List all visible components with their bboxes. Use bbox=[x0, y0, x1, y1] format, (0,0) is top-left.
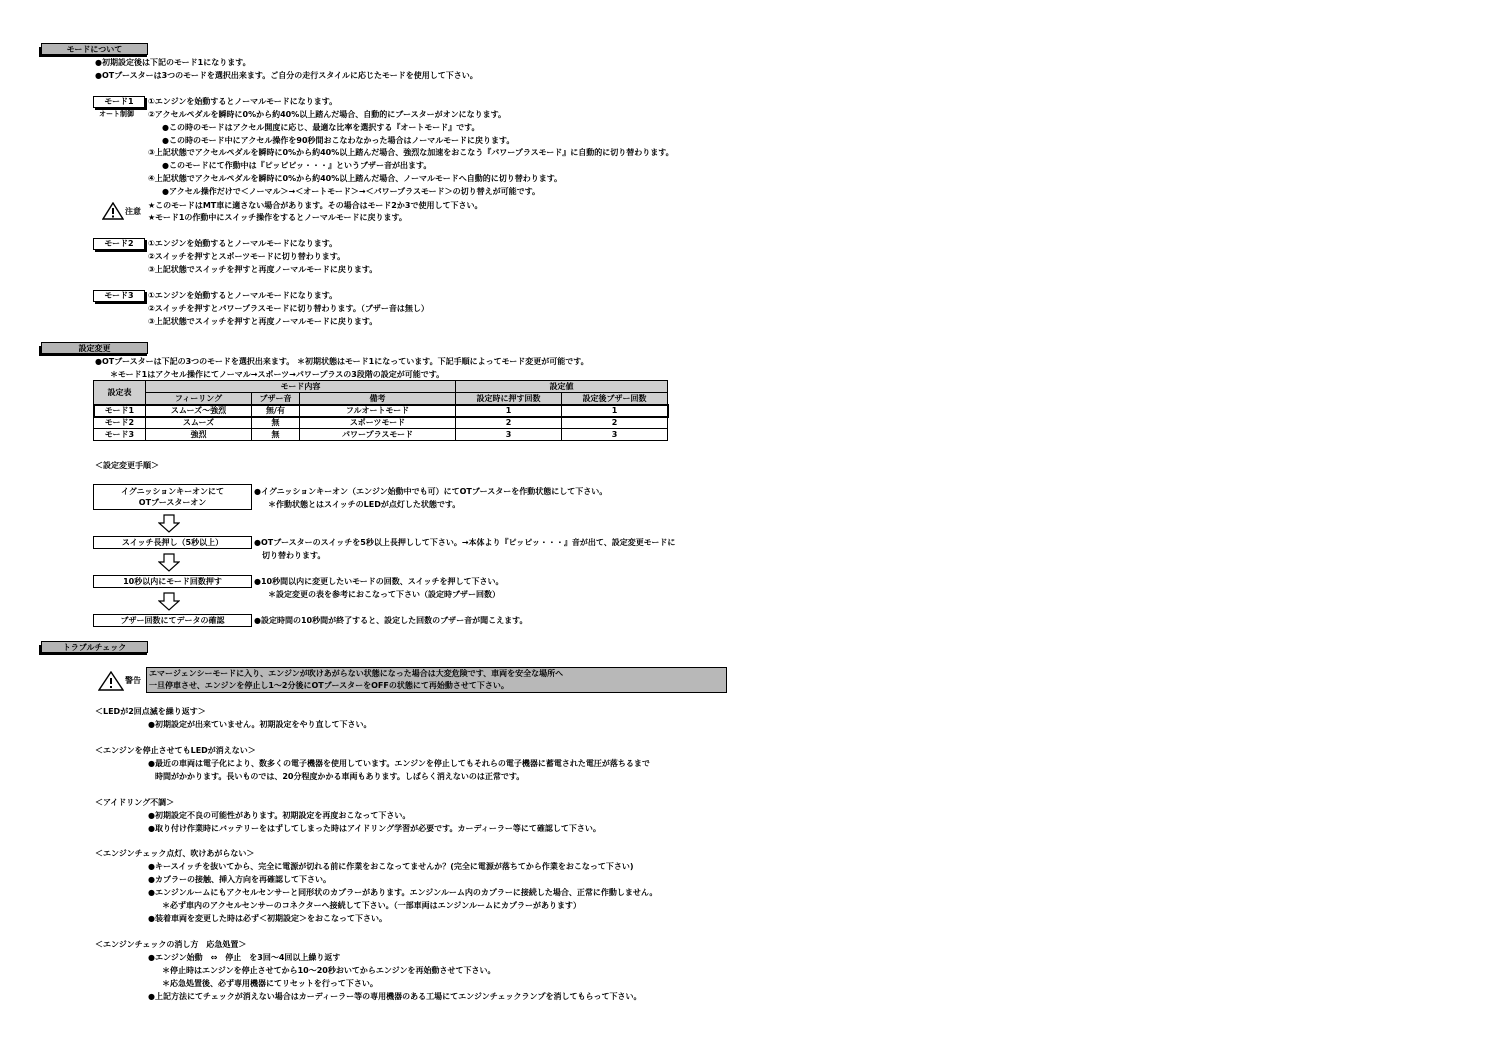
trouble-title-engine-check: ＜エンジンチェック点灯、吹けあがらない＞ bbox=[95, 849, 255, 858]
trouble-line: ●エンジン始動 ⇔ 停止 を3回～4回以上繰り返す bbox=[148, 953, 341, 962]
table-cell: 3 bbox=[562, 429, 668, 441]
trouble-line: ●取り付け作業時にバッテリーをはずしてしまった時はアイドリング学習が必要です。カーディーラー等にて確認して下さい。 bbox=[148, 824, 601, 833]
mode1-line-6: ●このモードにて作動中は『ピッピピッ・・・』というブザー音が出ます。 bbox=[162, 161, 432, 170]
trouble-line: ＊応急処置後、必ず専用機器にてリセットを行って下さい。 bbox=[162, 979, 378, 988]
table-row bbox=[94, 405, 668, 417]
trouble-line: ●初期設定が出来ていません。初期設定をやり直して下さい。 bbox=[148, 720, 372, 729]
step1-box-line1: イグニッションキーオンにて bbox=[120, 487, 225, 496]
table-cell: モード1 bbox=[94, 405, 146, 417]
mode3-line-1: ①エンジンを始動するとノーマルモードになります。 bbox=[148, 291, 338, 300]
column-header: ブザー音 bbox=[252, 393, 300, 405]
settings-table bbox=[93, 380, 668, 441]
down-arrow-icon bbox=[158, 592, 180, 611]
mode-intro-1: ●初期設定後は下記のモード1になります。 bbox=[95, 58, 251, 67]
table-cell: 無/有 bbox=[252, 405, 300, 417]
mode1-line-2: ②アクセルペダルを瞬時に0%から約40%以上踏んだ場合、自動的にブースターがオンになります。 bbox=[148, 110, 506, 119]
table-row bbox=[94, 429, 668, 441]
down-arrow-icon bbox=[158, 514, 180, 533]
table-cell: モード3 bbox=[94, 429, 146, 441]
step4-desc-1: ●設定時間の10秒間が終了すると、設定した回数のブザー音が聞こえます。 bbox=[254, 616, 528, 625]
column-header: フィーリング bbox=[146, 393, 252, 405]
table-cell: 強烈 bbox=[146, 429, 252, 441]
table-group-settings: 設定値 bbox=[456, 381, 668, 393]
step2-box: スイッチ長押し（5秒以上） bbox=[93, 536, 252, 549]
mode1-line-8: ●アクセル操作だけで＜ノーマル＞→＜オートモード＞→＜パワープラスモード＞の切り替えが可能です。 bbox=[162, 187, 540, 196]
table-cell: モード2 bbox=[94, 417, 146, 429]
table-cell: 無 bbox=[252, 417, 300, 429]
table-cell: 2 bbox=[562, 417, 668, 429]
trouble-line: 時間がかかります。長いものでは、20分程度かかる車両もあります。しばらく消えないのは正常です。 bbox=[155, 772, 525, 781]
down-arrow-icon bbox=[158, 553, 180, 572]
table-row bbox=[94, 417, 668, 429]
trouble-line: ●初期設定不良の可能性があります。初期設定を再度おこなって下さい。 bbox=[148, 811, 411, 820]
warning-box bbox=[146, 667, 727, 693]
mode-intro-2: ●OTブースターは3つのモードを選択出来ます。ご自分の走行スタイルに応じたモードを使用して下さい。 bbox=[95, 71, 478, 80]
trouble-line: ＊必ず車内のアクセルセンサーのコネクターへ接続して下さい。（一部車両はエンジンルームにカプラーがあります） bbox=[162, 901, 581, 910]
mode2-line-2: ②スイッチを押すとスポーツモードに切り替わります。 bbox=[148, 252, 346, 261]
table-cell: 2 bbox=[456, 417, 562, 429]
step3-desc-1: ●10秒間以内に変更したいモードの回数、スイッチを押して下さい。 bbox=[254, 577, 504, 586]
mode1-line-7: ④上記状態でアクセルペダルを瞬時に0%から約40%以上踏んだ場合、ノーマルモードへ自動的に切り替わります。 bbox=[148, 174, 563, 183]
table-cell: 1 bbox=[456, 405, 562, 417]
warning-line-1: エマージェンシーモードに入り、エンジンが吹けあがらない状態になった場合は大変危険です、車両を安全な場所へ bbox=[149, 669, 564, 678]
settings-intro-2: ＊モード1はアクセル操作にてノーマル→スポーツ→パワープラスの3段階の設定が可能です。 bbox=[110, 370, 445, 379]
mode3-label: モード3 bbox=[93, 290, 145, 302]
column-header: 設定時に押す回数 bbox=[456, 393, 562, 405]
column-header: 備考 bbox=[300, 393, 456, 405]
step4-box: ブザー回数にてデータの確認 bbox=[93, 614, 252, 627]
table-group-mode-content: モード内容 bbox=[146, 381, 456, 393]
caution-line-2: ★モード1の作動中にスイッチ操作をするとノーマルモードに戻ります。 bbox=[148, 213, 407, 222]
section-header-modes: モードについて bbox=[41, 43, 148, 55]
warning-icon bbox=[98, 671, 124, 691]
mode1-line-4: ●この時のモード中にアクセル操作を90秒間おこなわなかった場合はノーマルモードに戻ります。 bbox=[162, 136, 515, 145]
trouble-title-idle: ＜アイドリング不調＞ bbox=[95, 798, 175, 807]
table-cell: 無 bbox=[252, 429, 300, 441]
trouble-title-emergency: ＜エンジンチェックの消し方 応急処置＞ bbox=[95, 940, 247, 949]
section-header-settings: 設定変更 bbox=[41, 342, 148, 354]
trouble-title-led-blink: ＜LEDが2回点滅を繰り返す＞ bbox=[95, 707, 206, 716]
trouble-line: ＊停止時はエンジンを停止させてから10～20秒おいてからエンジンを再始動させて下さい。 bbox=[162, 966, 496, 975]
mode1-line-3: ●この時のモードはアクセル開度に応じ、最適な比率を選択する『オートモード』です。 bbox=[162, 123, 480, 132]
step1-box-line2: OTブースターオン bbox=[138, 498, 207, 507]
table-cell: パワープラスモード bbox=[300, 429, 456, 441]
mode1-sublabel: オート制御 bbox=[99, 110, 134, 118]
step2-desc-2: 切り替わります。 bbox=[262, 551, 326, 560]
step3-desc-2: ＊設定変更の表を参考におこなって下さい（設定時ブザー回数） bbox=[268, 590, 500, 599]
warning-label: 警告 bbox=[125, 676, 141, 685]
trouble-line: ●上記方法にてチェックが消えない場合はカーディーラー等の専用機器のある工場にてエンジンチェックランプを消してもらって下さい。 bbox=[148, 992, 642, 1001]
table-cell: 3 bbox=[456, 429, 562, 441]
table-cell: スポーツモード bbox=[300, 417, 456, 429]
caution-line-1: ★このモードはMT車に適さない場合があります。その場合はモード2か3で使用して下さい。 bbox=[148, 201, 483, 210]
trouble-line: ●キースイッチを抜いてから、完全に電源が切れる前に作業をおこなってませんか？(完全に電源が落ちてから作業をおこなって下さい) bbox=[148, 862, 634, 871]
mode1-line-1: ①エンジンを始動するとノーマルモードになります。 bbox=[148, 97, 338, 106]
mode2-line-1: ①エンジンを始動するとノーマルモードになります。 bbox=[148, 239, 338, 248]
mode1-line-5: ③上記状態でアクセルペダルを瞬時に0%から約40%以上踏んだ場合、強烈な加速をおこなう『パワープラスモード』に自動的に切り替わります。 bbox=[148, 148, 674, 157]
trouble-line: ●カプラーの接触、挿入方向を再確認して下さい。 bbox=[148, 875, 331, 884]
mode3-line-2: ②スイッチを押すとパワープラスモードに切り替わります。（ブザー音は無し） bbox=[148, 304, 429, 313]
trouble-line: ●装着車両を変更した時は必ず＜初期設定＞をおこなって下さい。 bbox=[148, 914, 387, 923]
caution-label: 注意 bbox=[125, 207, 141, 216]
procedure-title: ＜設定変更手順＞ bbox=[95, 461, 159, 470]
step3-box: 10秒以内にモード回数押す bbox=[93, 575, 252, 588]
step1-box bbox=[93, 484, 252, 510]
caution-icon bbox=[102, 202, 124, 220]
table-cell: スムーズ～強烈 bbox=[146, 405, 252, 417]
mode3-line-3: ③上記状態でスイッチを押すと再度ノーマルモードに戻ります。 bbox=[148, 317, 378, 326]
warning-line-2: 一旦停車させ、エンジンを停止し1～2分後にOTブースターをOFFの状態にて再始動させて下さい。 bbox=[149, 681, 509, 690]
trouble-line: ●エンジンルームにもアクセルセンサーと同形状のカプラーがあります。エンジンルーム内のカプラーに接続した場合、正常に作動しません。 bbox=[148, 888, 658, 897]
column-header: 設定後ブザー回数 bbox=[562, 393, 668, 405]
step1-desc-1: ●イグニッションキーオン（エンジン始動中でも可）にてOTブースターを作動状態にして下さい。 bbox=[254, 487, 608, 496]
mode1-label: モード1 bbox=[93, 96, 145, 108]
table-cell: 1 bbox=[562, 405, 668, 417]
table-cell: フルオートモード bbox=[300, 405, 456, 417]
mode2-label: モード2 bbox=[93, 238, 145, 250]
mode2-line-3: ③上記状態でスイッチを押すと再度ノーマルモードに戻ります。 bbox=[148, 265, 378, 274]
step2-desc-1: ●OTブースターのスイッチを5秒以上長押しして下さい。→本体より『ピッピッ・・・』音が出て、設定変更モードに bbox=[254, 538, 676, 547]
trouble-title-led-stays-on: ＜エンジンを停止させてもLEDが消えない＞ bbox=[95, 746, 256, 755]
table-corner: 設定表 bbox=[94, 381, 146, 405]
section-header-trouble: トラブルチェック bbox=[41, 641, 148, 653]
step1-desc-2: ＊作動状態とはスイッチのLEDが点灯した状態です。 bbox=[268, 500, 461, 509]
table-cell: スムーズ bbox=[146, 417, 252, 429]
settings-intro-1: ●OTブースターは下記の3つのモードを選択出来ます。 ＊初期状態はモード1になっています。下記手順によってモード変更が可能です。 bbox=[95, 357, 589, 366]
trouble-line: ●最近の車両は電子化により、数多くの電子機器を使用しています。エンジンを停止してもそれらの電子機器に蓄電された電圧が落ちるまで bbox=[148, 759, 650, 768]
